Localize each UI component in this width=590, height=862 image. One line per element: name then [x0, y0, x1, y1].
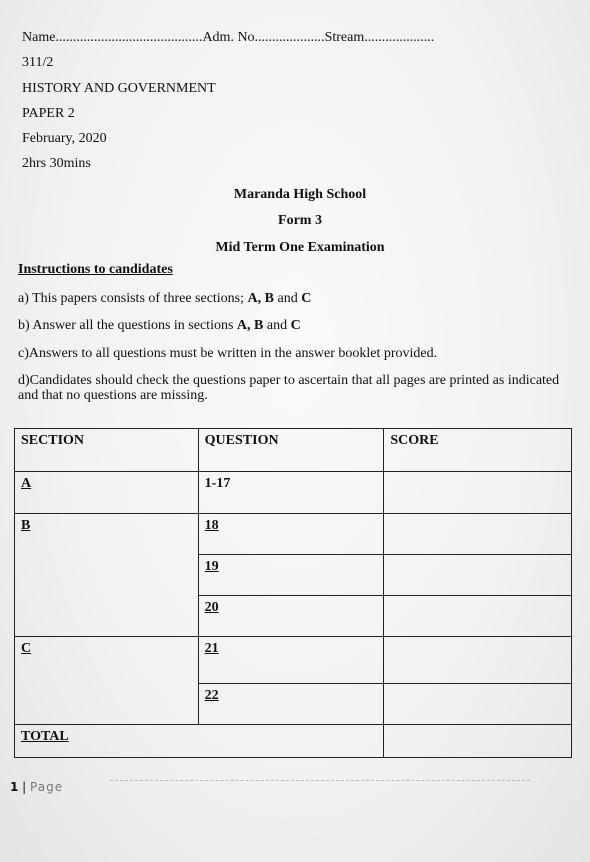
page-separator: |: [18, 780, 31, 794]
form-level: Form 3: [278, 213, 322, 228]
section-c-cell: C: [15, 637, 199, 725]
header-section: SECTION: [15, 429, 199, 472]
subject-title: HISTORY AND GOVERNMENT: [22, 81, 216, 96]
instructions-heading: Instructions to candidates: [18, 262, 173, 277]
question-cell: 21: [198, 637, 384, 684]
question-cell: 1-17: [198, 472, 384, 514]
instruction-a: a) This papers consists of three sections; A, B and C: [18, 291, 312, 306]
candidate-details-row: [22, 30, 434, 46]
exam-duration: 2hrs 30mins: [22, 156, 91, 171]
name-field[interactable]: Name..........................................: [22, 30, 203, 45]
table-header-row: [15, 429, 572, 472]
footer-rule: [110, 780, 530, 781]
section-b-cell: B: [15, 514, 199, 637]
total-label: TOTAL: [15, 725, 384, 758]
table-row: [15, 514, 572, 555]
total-score-cell[interactable]: [384, 725, 572, 758]
paper-code: 311/2: [22, 55, 54, 70]
table-row: [15, 637, 572, 684]
header-question: QUESTION: [198, 429, 384, 472]
question-cell: 20: [198, 596, 384, 637]
page-number: 1: [10, 780, 19, 794]
header-score: SCORE: [384, 429, 572, 472]
school-name: Maranda High School: [233, 187, 367, 202]
score-cell[interactable]: [384, 555, 572, 596]
score-cell[interactable]: [384, 684, 572, 725]
instruction-d: d)Candidates should check the questions paper to ascertain that all pages are printed as indicated and that no questions are missing.: [18, 373, 560, 403]
score-cell[interactable]: [384, 637, 572, 684]
score-table: [14, 428, 572, 758]
section-a-cell: A: [15, 472, 199, 514]
total-row: [15, 725, 572, 758]
score-cell[interactable]: [384, 514, 572, 555]
instruction-c: c)Answers to all questions must be written in the answer booklet provided.: [18, 346, 438, 361]
question-cell: 18: [198, 514, 384, 555]
stream-field[interactable]: Stream....................: [324, 30, 435, 45]
paper-number: PAPER 2: [22, 106, 75, 121]
page-word: Page: [30, 780, 64, 794]
score-cell[interactable]: [384, 596, 572, 637]
table-row: [15, 472, 572, 514]
instruction-b: b) Answer all the questions in sections A, B and C: [18, 318, 301, 333]
question-cell: 22: [198, 684, 384, 725]
exam-date: February, 2020: [22, 131, 107, 146]
question-cell: 19: [198, 555, 384, 596]
exam-title: Mid Term One Examination: [215, 240, 385, 255]
adm-no-field[interactable]: Adm. No....................: [202, 30, 325, 45]
page-footer: [10, 780, 63, 794]
score-cell[interactable]: [384, 472, 572, 514]
